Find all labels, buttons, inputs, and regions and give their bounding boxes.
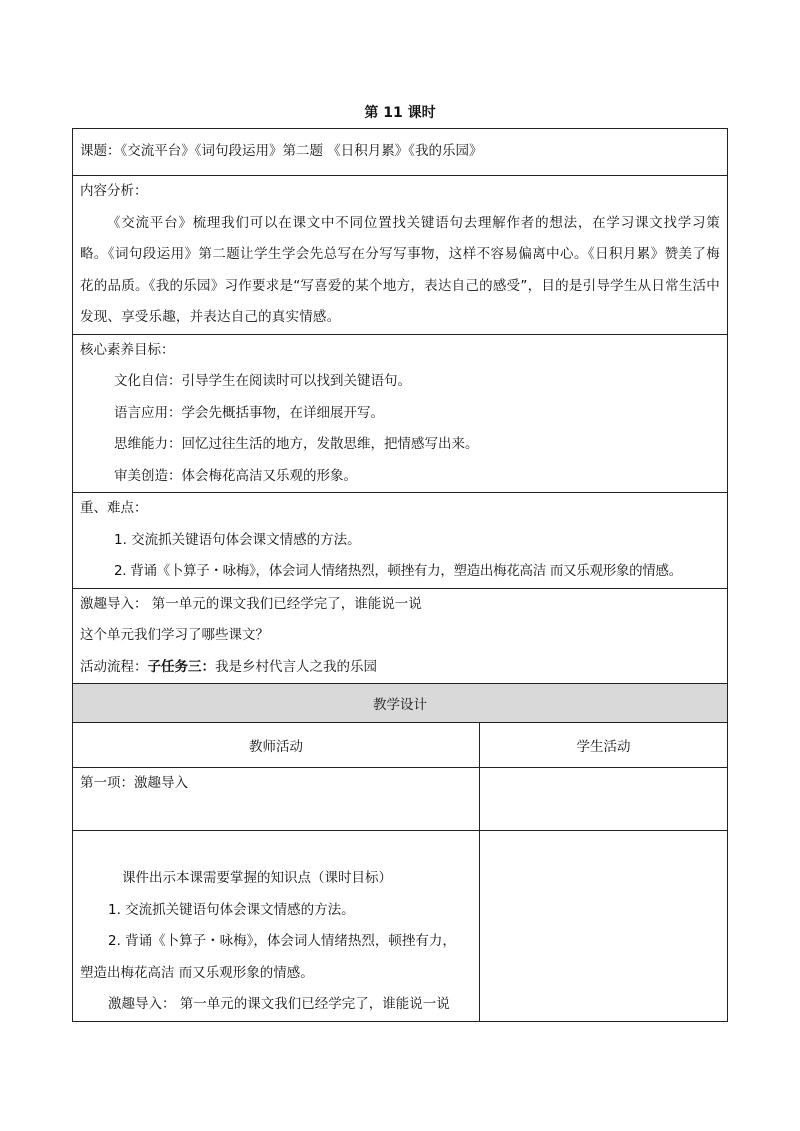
core-goals-label: 核心素养目标：: [80, 341, 175, 358]
topic-text: 课题：《交流平台》《词句段运用》第二题 《日积月累》《我的乐园》: [80, 143, 483, 160]
lesson-body-student-cell: [480, 831, 728, 1022]
activity-flow-task: 子任务三：: [147, 658, 215, 675]
key-point-1: 1. 交流抓关键语句体会课文情感的方法。: [114, 531, 361, 548]
lesson-title: 第 11 课时: [364, 105, 436, 121]
intro-line-2: 这个单元我们学习了哪些课文？: [80, 627, 269, 643]
lesson-body-row: [73, 831, 728, 1022]
step1-row: [73, 768, 728, 831]
teacher-activity-header: 教师活动: [73, 723, 480, 768]
key-points-row: [73, 493, 728, 589]
content-analysis-row: [73, 176, 728, 335]
goal-thinking: 思维能力：回忆过往生活的地方，发散思维，把情感写出来。: [114, 436, 479, 452]
content-analysis-label: 内容分析：: [80, 183, 148, 199]
step1-student-cell: [480, 768, 728, 831]
goal-aesthetic: 审美创造：体会梅花高洁又乐观的形象。: [114, 467, 357, 484]
intro-row: [73, 588, 728, 684]
key-points-label: 重、难点：: [80, 500, 148, 516]
topic-row: [73, 129, 728, 176]
lesson-body-line-2: 1. 交流抓关键语句体会课文情感的方法。: [108, 901, 355, 918]
step1-label: 第一项：激趣导入: [80, 775, 188, 791]
lesson-plan-table: [72, 128, 728, 1022]
goal-language: 语言应用：学会先概括事物，在详细展开写。: [114, 404, 384, 421]
student-activity-header: 学生活动: [480, 723, 728, 768]
content-analysis-paragraph: 《交流平台》梳理我们可以在课文中不同位置找关键语句去理解作者的想法，在学习课文找学习策略。《词句段运用》第二题让学生学会先总写在分写写事物，这样不容易偏离中心。《日积月累》赞美了梅花的品质。《我的乐园》习作要求是“写喜爱的某个地方，表达自己的感受”，目的是引导学生从日常生活中发现、享受乐趣，并表达自己的真实情感。: [80, 214, 721, 325]
intro-line-1: 激趣导入： 第一单元的课文我们已经学完了，谁能说一说: [80, 595, 422, 612]
lesson-body-line-3: 2. 背诵《卜算子・咏梅》，体会词人情绪热烈，顿挫有力，: [108, 933, 456, 949]
activity-flow-label: 活动流程：: [80, 658, 148, 675]
activity-flow: [80, 652, 720, 684]
column-header-row: [73, 723, 728, 768]
lesson-body-line-1: 课件出示本课需要掌握的知识点（课时目标）: [122, 870, 392, 886]
activity-flow-text: 我是乡村代言人之我的乐园: [215, 658, 377, 675]
goal-culture: 文化自信：引导学生在阅读时可以找到关键语句。: [114, 373, 411, 389]
core-goals-row: [73, 334, 728, 493]
key-point-2: 2. 背诵《卜算子・咏梅》，体会词人情绪热烈，顿挫有力，塑造出梅花高洁 而又乐观形象的情感。: [114, 563, 682, 579]
lesson-body-line-5: 激趣导入： 第一单元的课文我们已经学完了，谁能说一说: [108, 996, 450, 1012]
teaching-design-header: 教学设计: [73, 684, 728, 723]
lesson-body-line-4: 塑造出梅花高洁 而又乐观形象的情感。: [80, 964, 314, 981]
teaching-design-header-row: [73, 684, 728, 723]
